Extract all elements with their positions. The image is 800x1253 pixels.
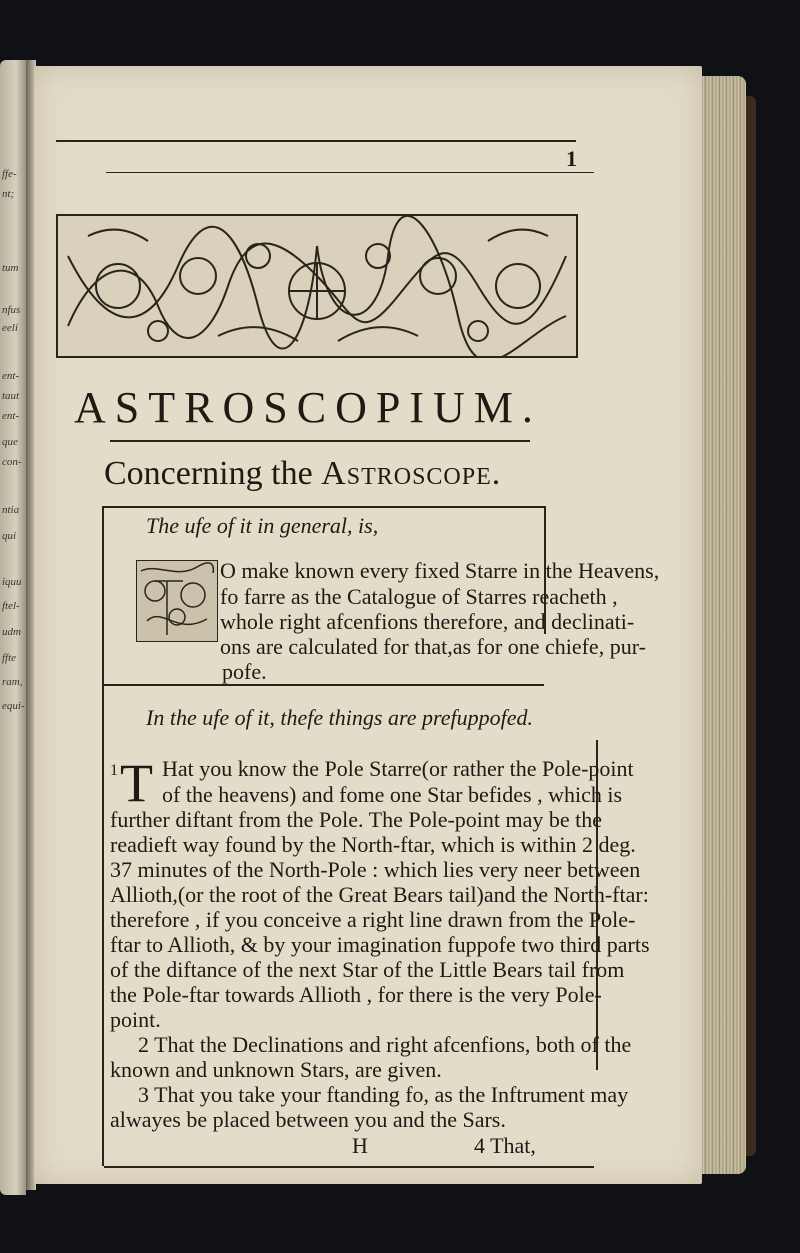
text-line: 3 That you take your ftanding fo, as the Inftrument may: [138, 1082, 629, 1107]
page-stack-edge: [700, 76, 746, 1174]
chapter-subtitle: [104, 455, 501, 493]
left-page-fragment: nt;: [2, 188, 15, 200]
left-page-fragment: ram,: [2, 676, 23, 688]
left-page-fragment: ent-: [2, 410, 20, 422]
subtitle-rule: [104, 506, 544, 508]
page-number: 1: [566, 146, 577, 171]
text-line: ftar to Allioth, & by your imagination fuppofe two third parts: [110, 932, 650, 957]
text-line: point.: [110, 1007, 161, 1032]
text-line: fo farre as the Catalogue of Starres reacheth ,: [220, 584, 618, 609]
left-page-fragment: taut: [2, 390, 20, 402]
section-rule: [104, 684, 544, 686]
left-page-fragment: ffe-: [2, 168, 17, 180]
text-line: the Pole-ftar towards Allioth , for there is the very Pole-: [110, 982, 602, 1007]
left-page-fragment: ntia: [2, 504, 20, 516]
left-page-fragment: qui: [2, 530, 17, 542]
left-page-fragment: iquu: [2, 576, 22, 588]
item-number: 1: [110, 762, 118, 779]
text-line: O make known every fixed Starre in the Heavens,: [220, 558, 660, 583]
left-page-fragment: equi-: [2, 700, 25, 712]
subtitle-text: Concerning the: [104, 455, 322, 492]
decorated-initial-T-icon: [136, 560, 218, 642]
left-page-fragment: ftel-: [2, 600, 20, 612]
top-rule: [106, 172, 594, 173]
text-line: of the diftance of the next Star of the Little Bears tail from: [110, 957, 625, 982]
left-page-fragment: que: [2, 436, 18, 448]
title-rule: [110, 440, 530, 442]
text-line: known and unknown Stars, are given.: [110, 1057, 442, 1082]
signature-mark: H: [352, 1133, 368, 1158]
section-heading: The ufe of it in general, is,: [146, 513, 379, 538]
text-line: therefore , if you conceive a right line drawn from the Pole-: [110, 907, 636, 932]
top-rule: [56, 140, 576, 142]
left-page-fragment: ffte: [2, 652, 17, 664]
text-line: whole right afcenfions therefore, and declinati-: [220, 609, 635, 634]
left-page-fragment: eeli: [2, 322, 18, 334]
left-page-edge: [0, 60, 26, 1195]
section-heading: In the ufe of it, thefe things are prefuppofed.: [146, 705, 533, 730]
left-page-fragment: con-: [2, 456, 22, 468]
left-page-fragment: nfus: [2, 304, 21, 316]
text-line: alwayes be placed between you and the Sars.: [110, 1107, 506, 1132]
text-line: of the heavens) and fome one Star befides , which is: [162, 782, 623, 807]
text-line: further diftant from the Pole. The Pole-point may be the: [110, 807, 603, 832]
bottom-rule: [104, 1166, 594, 1168]
subtitle-caps: Astroscope.: [321, 455, 502, 492]
text-line: pofe.: [222, 659, 267, 684]
floral-headpiece-ornament-icon: [56, 214, 578, 358]
left-page-fragment: ent-: [2, 370, 20, 382]
left-page-fragment: tum: [2, 262, 19, 274]
text-line: 2 That the Declinations and right afcenfions, both of the: [138, 1032, 632, 1057]
drop-cap-T: T: [120, 753, 153, 813]
text-line: 37 minutes of the North-Pole : which lies very neer between: [110, 857, 641, 882]
book-title: ASTROSCOPIUM.: [74, 383, 542, 432]
text-line: readieft way found by the North-ftar, which is within 2 deg.: [110, 832, 636, 857]
left-margin-rule: [102, 506, 104, 1166]
text-line: Hat you know the Pole Starre(or rather the Pole-point: [162, 756, 634, 781]
text-line: Allioth,(or the root of the Great Bears tail)and the North-ftar:: [110, 882, 649, 907]
book-cover-edge: [746, 96, 756, 1156]
text-line: ons are calculated for that,as for one chiefe, pur-: [220, 634, 646, 659]
left-page-fragment: udm: [2, 626, 21, 638]
catchword: 4 That,: [474, 1133, 536, 1158]
